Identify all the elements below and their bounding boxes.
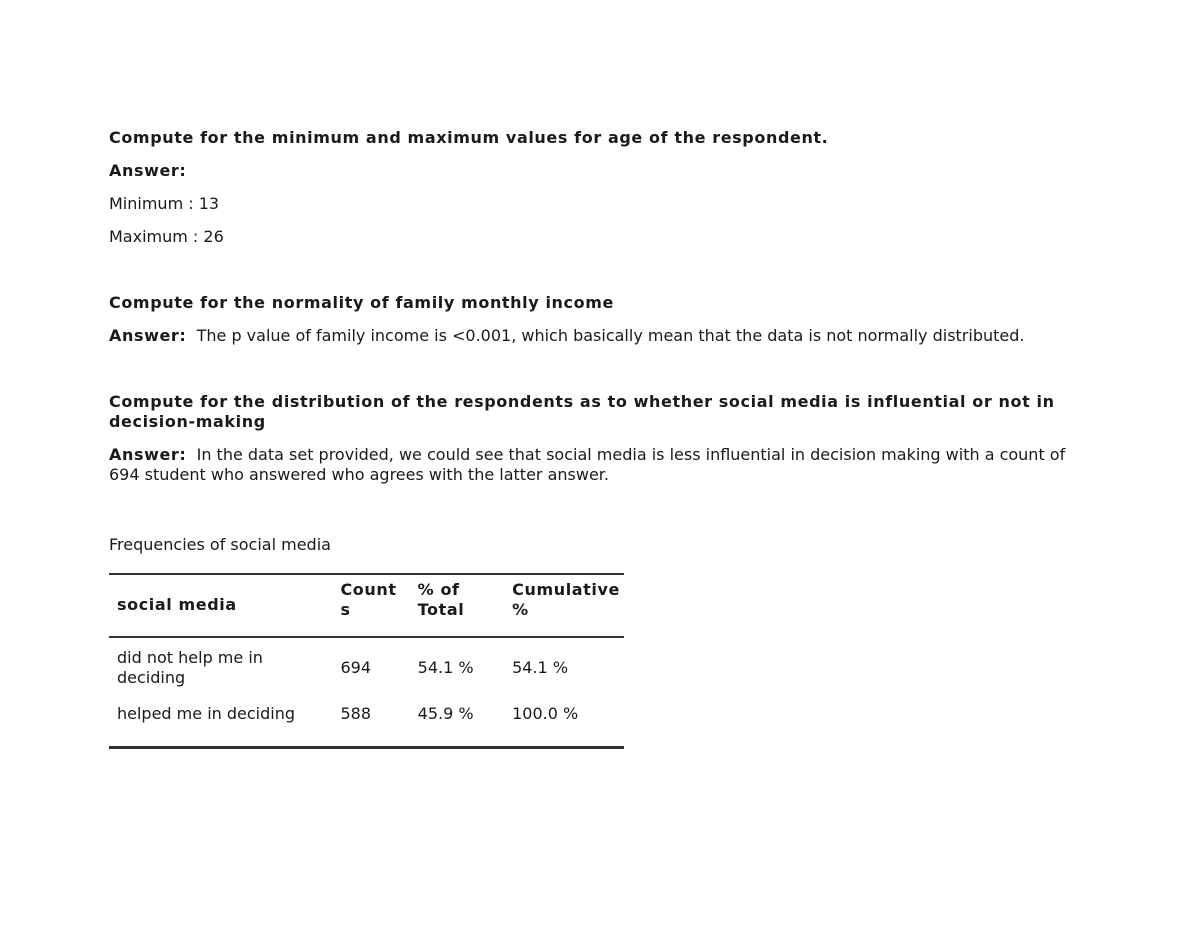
table-row	[109, 637, 624, 698]
answer-1-minimum: Minimum : 13	[109, 194, 220, 213]
question-2: Compute for the normality of family monthly income	[109, 293, 614, 312]
cell-percent-total: 45.9 %	[417, 704, 474, 723]
cell-percent-total: 54.1 %	[417, 658, 474, 677]
question-3: Compute for the distribution of the respondents as to whether social media is influential or not in decision-making	[109, 392, 1055, 431]
table-row	[109, 698, 624, 748]
answer-2	[109, 326, 1089, 346]
header-counts: Count s	[340, 580, 397, 619]
header-cumulative: Cumulative %	[512, 580, 620, 619]
answer-2-label: Answer:	[109, 326, 187, 345]
header-percent-total: % of Total	[417, 580, 465, 619]
document-page	[109, 128, 1089, 749]
cell-category: did not help me in deciding	[117, 648, 263, 687]
frequency-table	[109, 573, 624, 749]
header-social-media: social media	[117, 594, 237, 614]
cell-count: 588	[340, 704, 372, 723]
answer-3	[109, 445, 1089, 485]
table-header-row	[109, 574, 624, 637]
answer-2-text: The p value of family income is <0.001, which basically mean that the data is not normally distributed.	[196, 326, 1025, 345]
cell-count: 694	[340, 658, 372, 677]
question-2-block	[109, 293, 1089, 346]
cell-cumulative: 54.1 %	[512, 658, 569, 677]
answer-1-label: Answer:	[109, 161, 187, 180]
cell-category: helped me in deciding	[117, 704, 295, 723]
question-3-block	[109, 392, 1089, 485]
answer-1-maximum: Maximum : 26	[109, 227, 224, 246]
answer-3-label: Answer:	[109, 445, 187, 464]
cell-cumulative: 100.0 %	[512, 704, 579, 723]
answer-3-text: In the data set provided, we could see that social media is less influential in decision making with a count of 694 student who answered who agrees with the latter answer.	[109, 445, 1066, 484]
table-caption: Frequencies of social media	[109, 535, 331, 554]
question-1: Compute for the minimum and maximum values for age of the respondent.	[109, 128, 829, 147]
